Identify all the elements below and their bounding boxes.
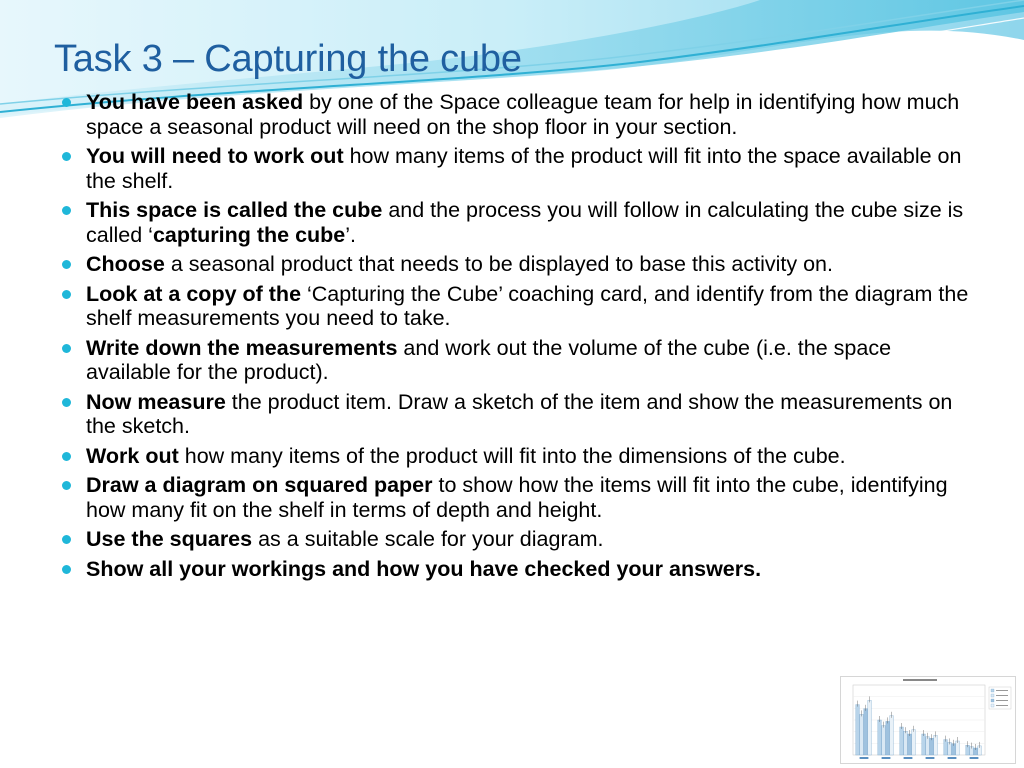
- bullet-bold-text: Draw a diagram on squared paper: [86, 473, 433, 497]
- thumb-legend-text: [996, 690, 1008, 691]
- thumb-bar: [864, 709, 868, 755]
- bullet-bold-text: Show all your workings and how you have checked your answers.: [86, 556, 762, 581]
- bullet-text: ’.: [345, 222, 357, 247]
- thumb-bar: [890, 716, 894, 755]
- thumb-bar: [904, 731, 908, 755]
- bullet-item: [62, 336, 972, 385]
- bullet-bold-text: Use the squares: [86, 527, 253, 551]
- thumb-bar: [878, 720, 882, 755]
- bullet-item: [62, 144, 972, 193]
- thumb-bar: [930, 738, 934, 755]
- bullet-bold-text: Write down the measurements: [86, 335, 398, 360]
- bullet-item: [62, 282, 972, 331]
- bullet-text: how many items of the product will fit into the space available on the shelf.: [86, 144, 962, 193]
- bullet-item: [62, 444, 972, 469]
- chart-thumbnail-image: [840, 676, 1016, 764]
- bullet-list: [62, 90, 972, 586]
- thumb-bar: [882, 726, 886, 755]
- bullet-bold-text: This space is called the cube: [86, 198, 383, 222]
- bullet-item: [62, 252, 972, 277]
- thumb-bar: [900, 727, 904, 755]
- slide-title: Task 3 – Capturing the cube: [54, 38, 522, 80]
- bullet-bold-text: Look at a copy of the: [86, 281, 302, 306]
- thumb-legend-swatch: [991, 704, 994, 707]
- thumb-bar: [944, 740, 948, 755]
- thumb-legend-text: [996, 700, 1008, 701]
- bullet-text: by one of the Space colleague team for help in identifying how much space a seasonal product will need on the shop floor in your section.: [86, 90, 960, 139]
- bullet-text: as a suitable scale for your diagram.: [252, 527, 604, 551]
- bullet-text: and the process you will follow in calculating the cube size is called ‘: [86, 198, 964, 247]
- bullet-text: a seasonal product that needs to be displayed to base this activity on.: [164, 252, 833, 276]
- thumb-legend-swatch: [991, 689, 994, 692]
- bullet-item: [62, 473, 972, 522]
- thumb-tick-label: [860, 757, 869, 759]
- thumb-legend-text: [996, 705, 1008, 706]
- bullet-bold-text: capturing the cube: [152, 222, 346, 247]
- thumb-tick-label: [882, 757, 891, 759]
- thumb-bar: [926, 737, 930, 755]
- bullet-bold-text: You have been asked: [86, 90, 304, 114]
- thumb-tick-label: [970, 757, 979, 759]
- thumb-legend-swatch: [991, 699, 994, 702]
- thumb-tick-label: [904, 757, 913, 759]
- thumb-bar: [922, 734, 926, 755]
- thumb-title: [903, 679, 937, 681]
- thumb-legend-text: [996, 695, 1008, 696]
- thumb-tick-label: [948, 757, 957, 759]
- bullet-item: [62, 557, 972, 582]
- bullet-text: to show how the items will fit into the cube, identifying how many fit on the shelf in terms of depth and height.: [86, 473, 948, 522]
- thumb-bar: [912, 730, 916, 755]
- bullet-text: how many items of the product will fit into the dimensions of the cube.: [178, 443, 846, 468]
- bullet-text: the product item. Draw a sketch of the item and show the measurements on the sketch.: [86, 389, 953, 438]
- bullet-text: ‘Capturing the Cube’ coaching card, and identify from the diagram the shelf measurements you need to take.: [86, 281, 969, 330]
- bullet-item: [62, 90, 972, 139]
- thumb-bar: [886, 721, 890, 755]
- thumb-bar: [956, 741, 960, 755]
- thumb-bar: [908, 734, 912, 755]
- bullet-text: and work out the volume of the cube (i.e. the space available for the product).: [86, 335, 892, 384]
- thumb-bar: [856, 705, 860, 755]
- bullet-item: [62, 527, 972, 552]
- thumb-tick-label: [926, 757, 935, 759]
- thumb-bar: [934, 735, 938, 755]
- bullet-bold-text: Now measure: [86, 389, 226, 414]
- bullet-item: [62, 198, 972, 247]
- thumb-bar: [868, 700, 872, 755]
- thumb-legend-swatch: [991, 694, 994, 697]
- thumb-bar: [860, 714, 864, 755]
- bullet-bold-text: You will need to work out: [86, 144, 344, 168]
- bullet-item: [62, 390, 972, 439]
- bullet-bold-text: Work out: [86, 443, 179, 468]
- bullet-bold-text: Choose: [86, 252, 165, 276]
